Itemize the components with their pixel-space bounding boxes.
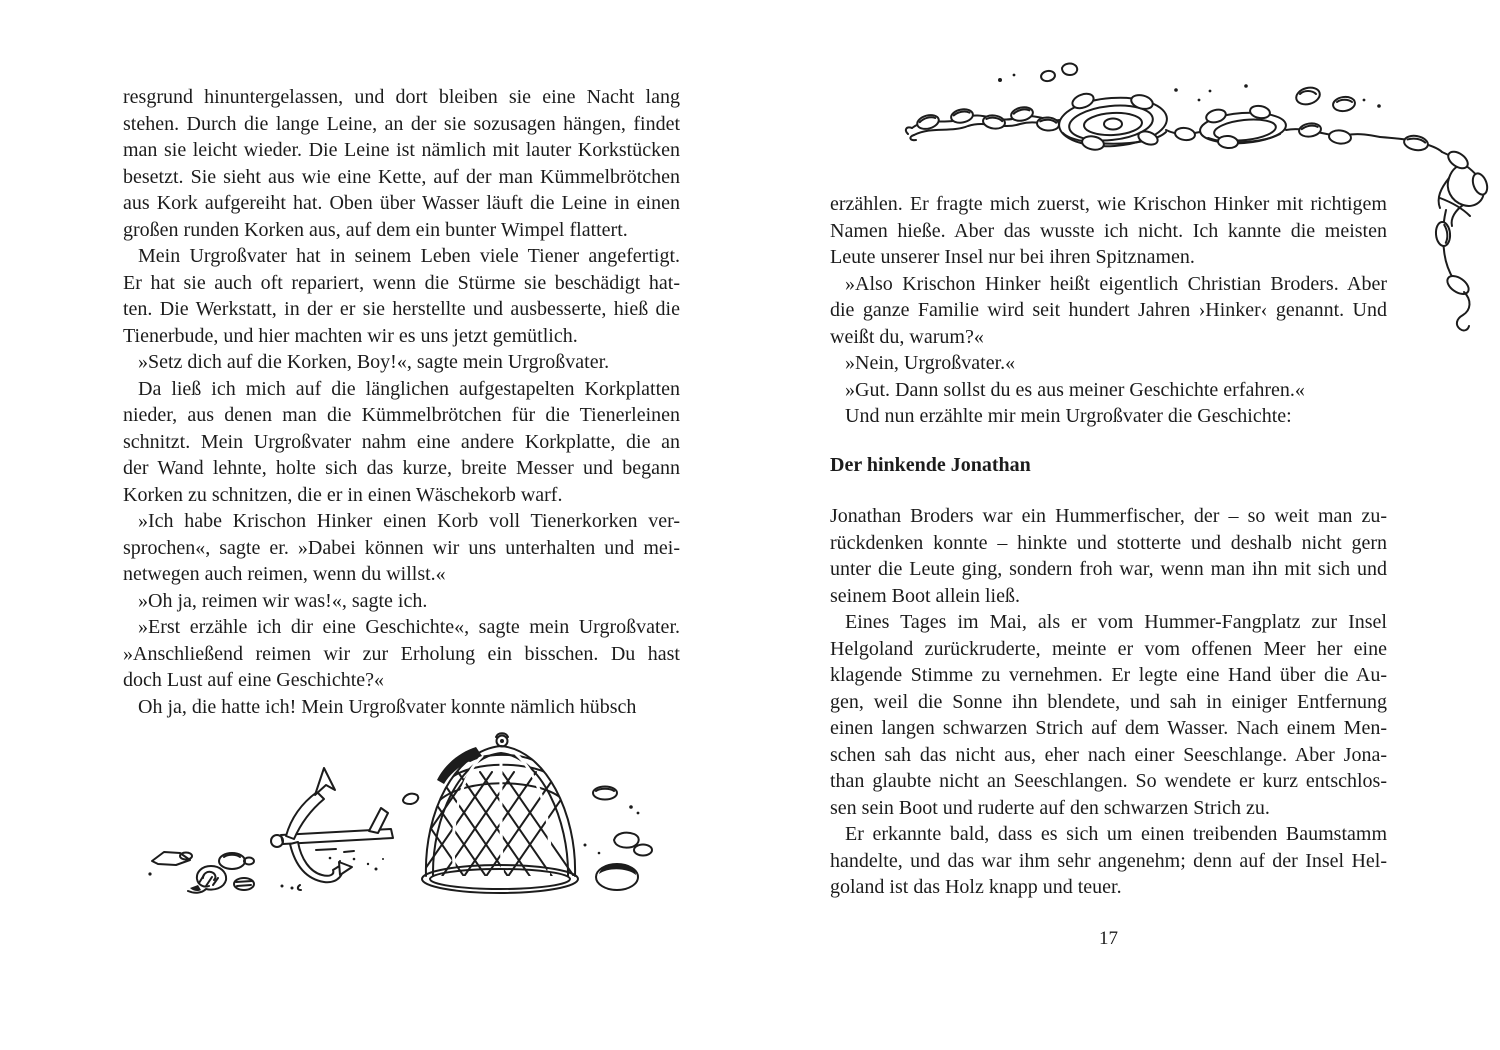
text-line: Da ließ ich mich auf die länglichen aufgestapelten Korkplatten	[138, 377, 680, 400]
right-page-paragraphs-after-heading	[830, 503, 1387, 901]
text-line: Er hat sie auch oft repariert, wenn die Stürme sie beschädigt hat-	[123, 271, 680, 294]
anchor-icon	[271, 768, 393, 890]
paragraph	[830, 350, 1387, 377]
text-line: »Setz dich auf die Korken, Boy!«, sagte mein Urgroßvater.	[138, 351, 610, 373]
text-line: großen runden Korken aus, auf dem ein bunter Wimpel flattert.	[123, 218, 628, 241]
text-line: »Also Krischon Hinker heißt eigentlich Christian Broders. Aber	[845, 272, 1387, 295]
text-line: »Nein, Urgroßvater.«	[845, 352, 1016, 374]
paragraph	[123, 588, 680, 615]
story-heading: Der hinkende Jonathan	[830, 453, 1031, 476]
lobster-pot-icon	[390, 733, 582, 893]
text-line: nieder, aus denen man die Kümmelbrötchen für die Tienerleinen	[123, 404, 680, 426]
pebbles-left-icon	[148, 852, 254, 893]
text-line: sprochen«, sagte er. »Dabei können wir uns unterhalten und mei-	[123, 536, 680, 559]
strung-corks-icon	[916, 91, 1429, 152]
floating-corks-and-dots-icon	[998, 64, 1381, 113]
text-line: Eines Tages im Mai, als er vom Hummer-Fangplatz zur Insel	[845, 611, 1387, 633]
paragraph	[123, 614, 680, 694]
text-line: Leute unserer Insel nur bei ihren Spitznamen.	[830, 246, 1195, 268]
left-page-text-column	[123, 84, 680, 720]
text-line: weißt du, warum?«	[830, 325, 984, 348]
paragraph	[123, 84, 680, 243]
text-line: der Wand lehnte, holte sich das kurze, breite Messer und begann	[123, 457, 680, 479]
text-line: »Ich habe Krischon Hinker einen Korb voll Tienerkorken ver-	[138, 510, 680, 532]
paragraph	[830, 821, 1387, 901]
paragraph	[830, 377, 1387, 404]
left-page-paragraphs	[123, 84, 680, 720]
text-line: schnitzt. Mein Urgroßvater nahm eine andere Korkplatte, die an	[123, 430, 680, 453]
text-line: Korken zu schnitzen, die er in einen Wäschekorb warf.	[123, 483, 563, 506]
text-line: Er erkannte bald, dass es sich um einen treibenden Baumstamm	[845, 823, 1387, 845]
text-line: Helgoland zurückruderte, meinte er vom offenen Meer her eine	[830, 637, 1387, 660]
paragraph	[123, 243, 680, 349]
paragraph	[830, 609, 1387, 821]
text-line: than glaubte nicht an Seeschlangen. So wendete er kurz entschlos-	[830, 770, 1387, 792]
text-line: rückdenken konnte – hinkte und stotterte und deshalb nicht gern	[830, 531, 1387, 554]
hanging-line-end-icon	[1435, 148, 1490, 330]
text-line: »Gut. Dann sollst du es aus meiner Geschichte erfahren.«	[845, 378, 1305, 401]
text-line: Mein Urgroßvater hat in seinem Leben viele Tiener angefertigt.	[138, 245, 680, 267]
tangled-cork-line-illustration	[898, 38, 1490, 338]
text-line: »Erst erzähle ich dir eine Geschichte«, sagte mein Urgroßvater.	[138, 616, 680, 638]
paragraph	[123, 376, 680, 509]
text-line: besetzt. Sie sieht aus wie eine Kette, auf der man Kümmelbrötchen	[123, 165, 680, 188]
text-line: Oh ja, die hatte ich! Mein Urgroßvater konnte nämlich hübsch	[138, 695, 637, 718]
text-line: »Anschließend reimen wir zur Erholung ein bisschen. Du hast	[123, 642, 680, 665]
paragraph	[830, 403, 1387, 430]
paragraph	[123, 349, 680, 376]
text-line: »Oh ja, reimen wir was!«, sagte ich.	[138, 589, 428, 612]
pebbles-right-icon	[584, 787, 653, 891]
text-line: schen sah das nicht aus, eher nach einer Seeschlange. Aber Jona-	[830, 743, 1387, 766]
page-number: 17	[1099, 928, 1118, 949]
text-line: doch Lust auf eine Geschichte?«	[123, 669, 385, 691]
text-line: resgrund hinuntergelassen, und dort bleiben sie eine Nacht lang	[123, 86, 680, 108]
text-line: erzählen. Er fragte mich zuerst, wie Krischon Hinker mit richtigem	[830, 193, 1387, 215]
text-line: klagende Stimme zu vernehmen. Er legte eine Hand über die Au-	[830, 664, 1387, 686]
small-stone-icon	[403, 794, 418, 804]
text-line: netwegen auch reimen, wenn du willst.«	[123, 563, 446, 585]
text-line: Tienerbude, und hier machten wir es uns jetzt gemütlich.	[123, 324, 578, 347]
text-line: gen, weil die Sonne ihn blendete, und sah in einiger Entfernung	[830, 690, 1387, 713]
text-line: man sie leicht wieder. Die Leine ist nämlich mit lauter Korkstücken	[123, 139, 680, 161]
text-line: die ganze Familie wird seit hundert Jahren ›Hinker‹ genannt. Und	[830, 299, 1387, 321]
anchor-and-lobster-pot-illustration	[140, 728, 680, 918]
paragraph	[830, 503, 1387, 609]
text-line: einen langen schwarzen Strich auf dem Wasser. Nach einem Men-	[830, 717, 1387, 739]
paragraph	[123, 508, 680, 588]
text-line: seinem Boot allein ließ.	[830, 584, 1020, 607]
text-line: stehen. Durch die lange Leine, an der sie sozusagen hängen, findet	[123, 112, 680, 135]
text-line: sen sein Boot und ruderte auf den schwarzen Strich zu.	[830, 796, 1270, 819]
text-line: handelte, und das war ihm sehr angenehm; denn auf der Insel Hel-	[830, 849, 1387, 872]
text-line: ten. Die Werkstatt, in der er sie herstellte und ausbesserte, hieß die	[123, 298, 680, 320]
text-line: Und nun erzählte mir mein Urgroßvater die Geschichte:	[845, 405, 1292, 427]
text-line: Jonathan Broders war ein Hummerfischer, der – so weit man zu-	[830, 505, 1387, 527]
text-line: unter die Leute ging, sondern froh war, wenn man ihn mit sich und	[830, 558, 1387, 580]
text-line: aus Kork aufgereiht hat. Oben über Wasser läuft die Leine in einen	[123, 192, 680, 214]
text-line: goland ist das Holz knapp und teuer.	[830, 876, 1122, 898]
paragraph	[123, 694, 680, 721]
text-line: Namen hieße. Aber das wusste ich nicht. Ich kannte die meisten	[830, 219, 1387, 242]
